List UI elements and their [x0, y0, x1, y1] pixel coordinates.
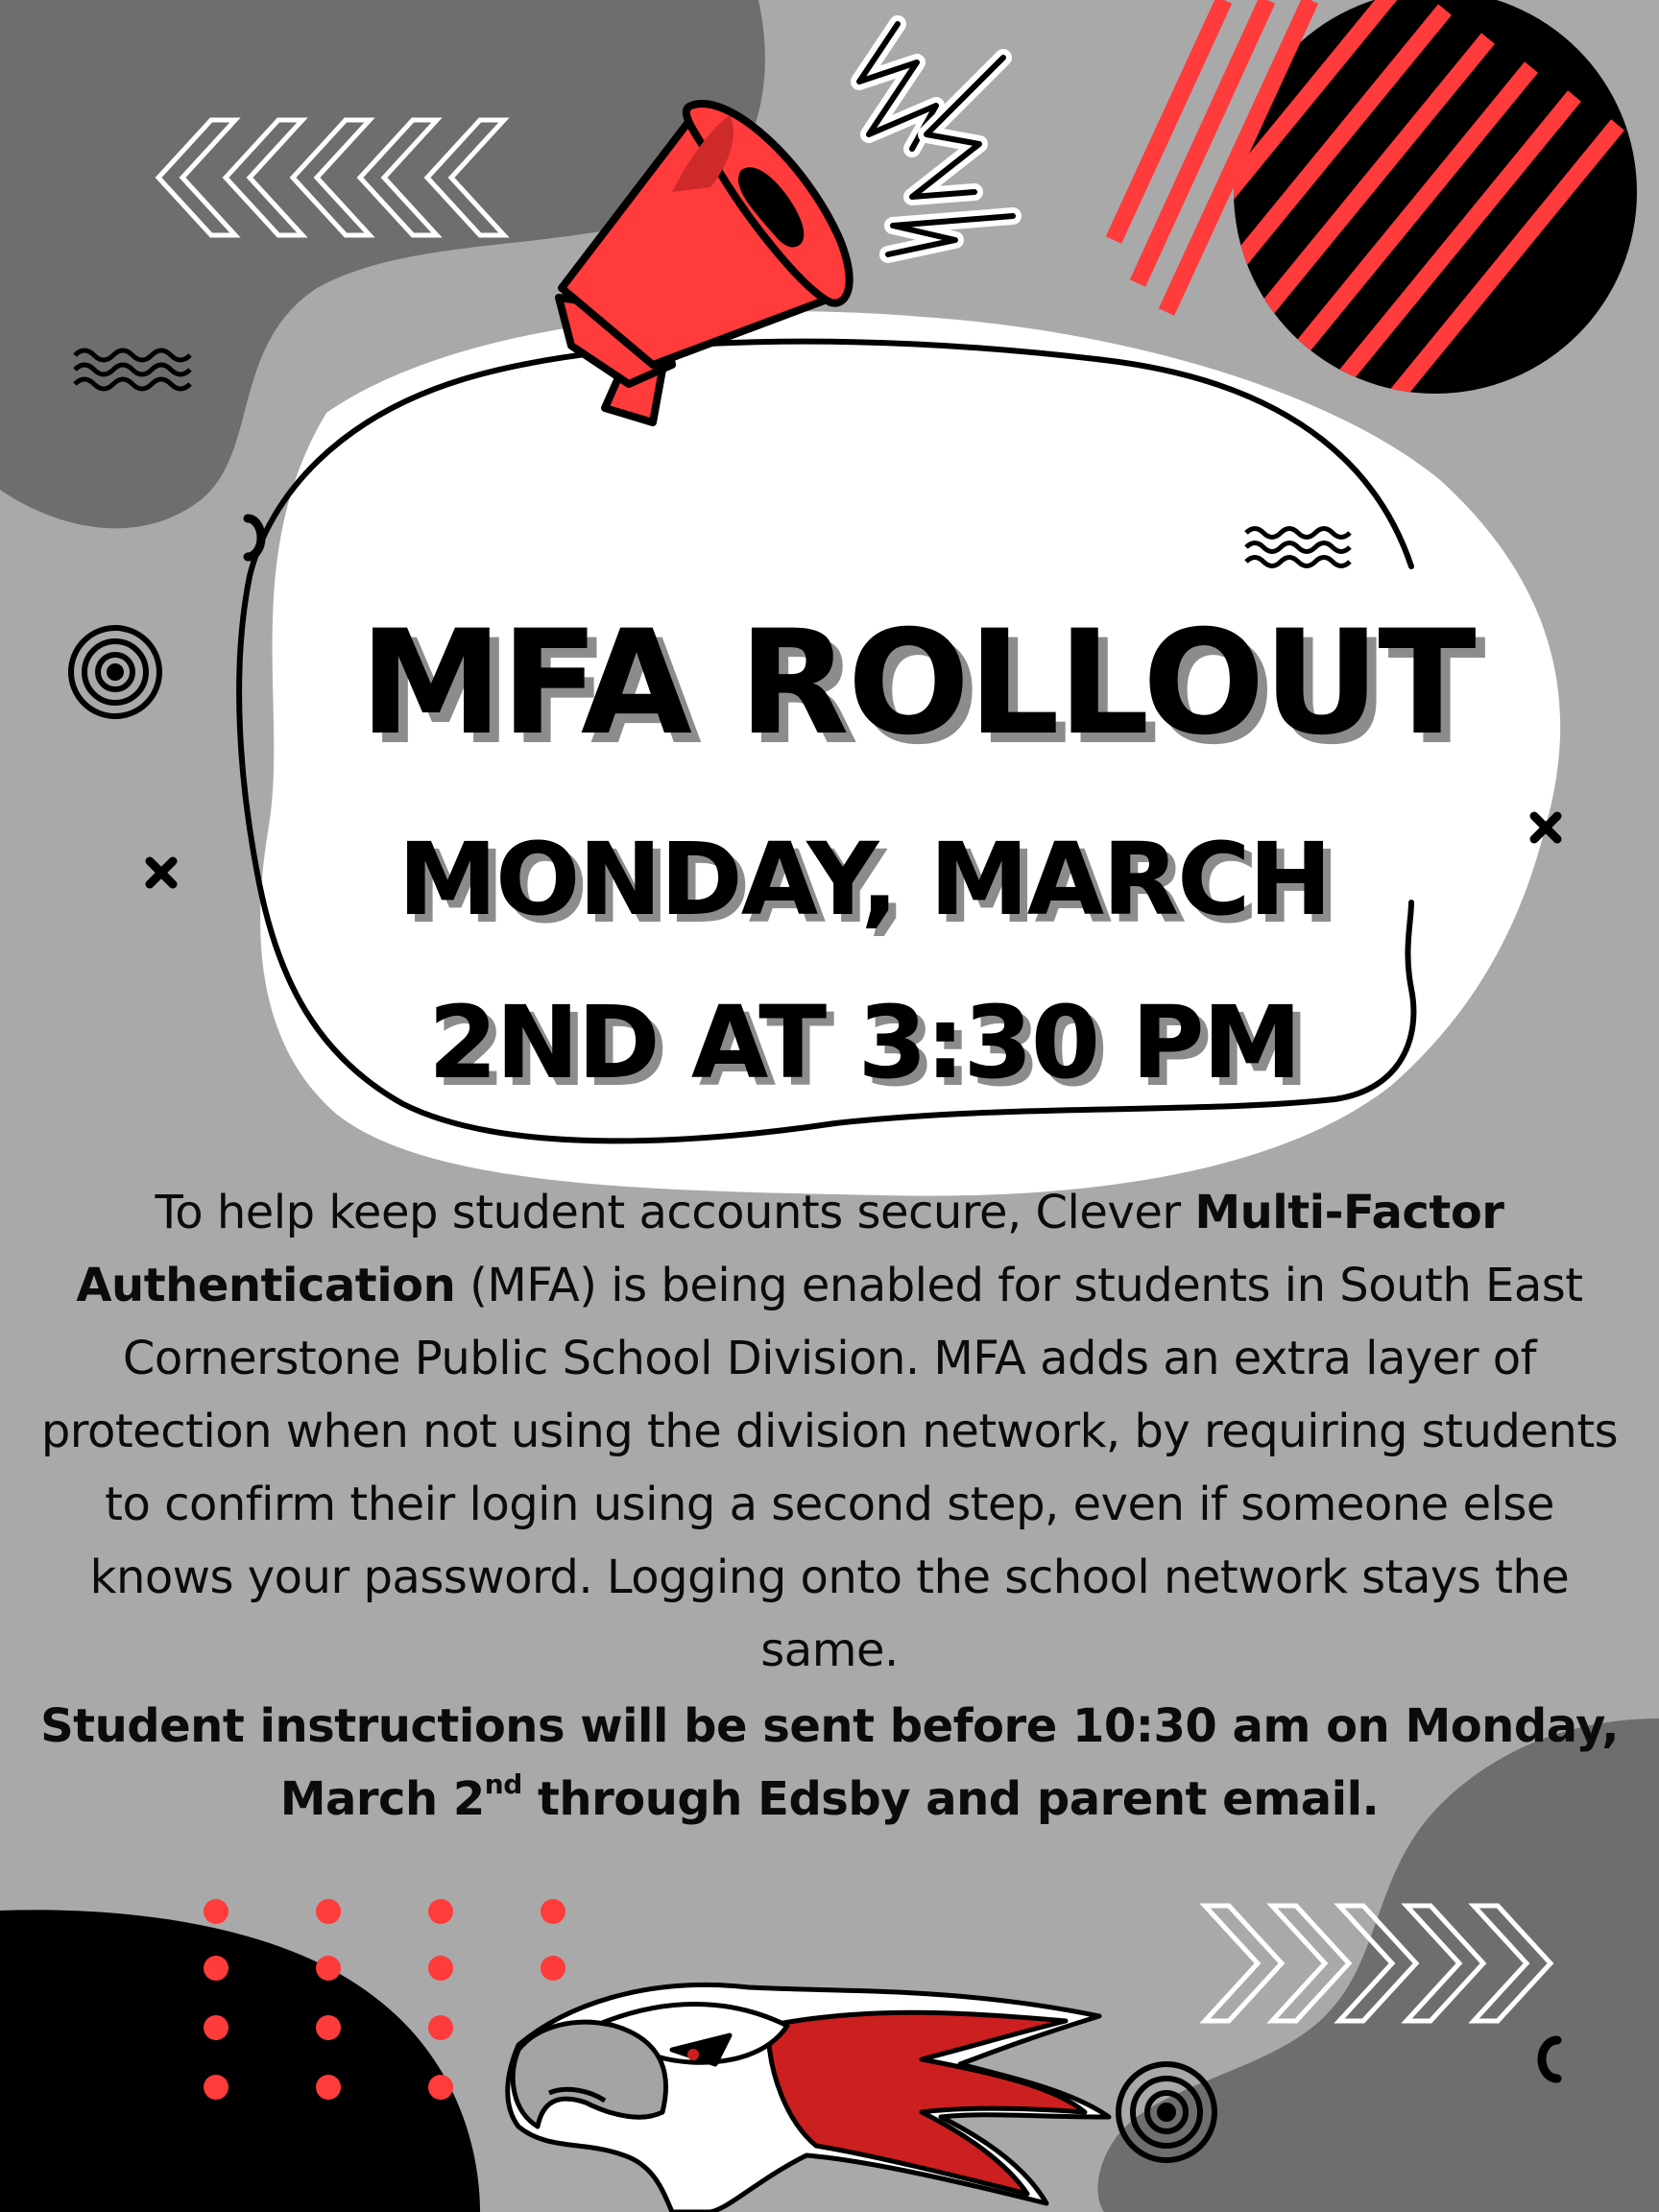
page-title: MFA ROLLOUT	[359, 600, 1475, 767]
lightning-bolt-icon	[859, 24, 1013, 254]
notice-part-2: through Edsby and parent email.	[521, 1772, 1380, 1826]
concentric-circles-icon	[71, 628, 159, 716]
body-intro: To help keep student accounts secure, Clever	[155, 1186, 1195, 1239]
event-date-line-2: 2ND AT 3:30 PM	[427, 984, 1301, 1101]
event-date-line-1: MONDAY, MARCH	[397, 821, 1331, 938]
notice-superscript: nd	[484, 1768, 522, 1800]
black-blob-bottom-left	[0, 1910, 480, 2212]
bubble-outline-accent	[248, 518, 261, 557]
notice-part-1: Student instructions will be sent before 10:30 am on Monday, March 2	[40, 1699, 1619, 1826]
eagle-mascot-logo	[508, 1985, 1109, 2212]
x-mark-icon	[150, 861, 173, 884]
wave-lines-icon	[75, 350, 190, 389]
body-bold-term: Multi-Factor Authentication	[76, 1186, 1504, 1312]
notice-paragraph	[38, 1690, 1621, 1836]
concentric-circles-icon-2	[1118, 2064, 1214, 2160]
body-paragraph	[38, 1176, 1621, 1687]
body-rest: (MFA) is being enabled for students in South East Cornerstone Public School Division. MFA adds an extra layer of protection when not using the division network, by requiring students to confirm their login using a second step, even if someone else knows your password. Logging onto the school network stays the same.	[40, 1259, 1619, 1677]
wave-lines-icon-2	[1246, 529, 1350, 566]
